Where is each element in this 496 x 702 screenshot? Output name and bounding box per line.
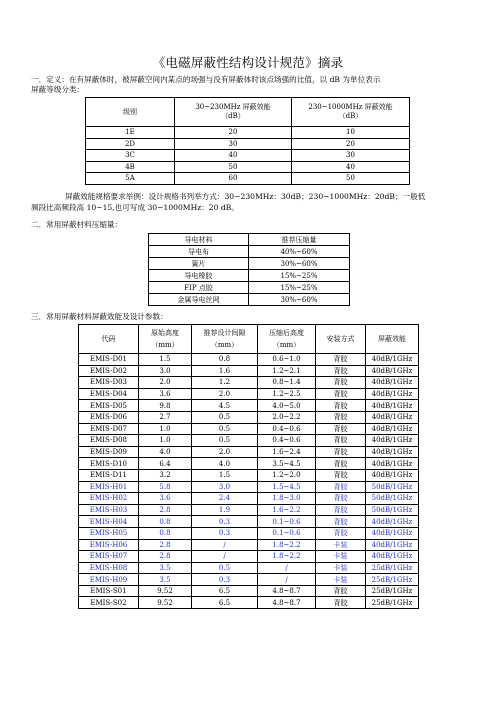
table-cell: 1.8~2.2 — [258, 539, 316, 551]
table-cell: 40dB/1GHz — [366, 527, 419, 539]
table-cell: 1.9 — [192, 504, 258, 516]
table-cell: 1.8~3.0 — [258, 493, 316, 505]
table-cell: 背胶 — [316, 400, 366, 412]
table-cell: 卡装 — [316, 539, 366, 551]
table-cell: 3.0 — [192, 481, 258, 493]
table-cell: 金属导电丝网 — [149, 294, 249, 306]
table-cell: 10 — [292, 127, 410, 139]
header-band-low-label: 30~230MHz 屏蔽效能 — [195, 103, 271, 111]
table-row — [79, 504, 419, 516]
table-cell: 40dB/1GHz — [366, 423, 419, 435]
table-cell: 2.0~2.2 — [258, 411, 316, 423]
table-row — [149, 258, 350, 270]
table-cell: EMIS-D02 — [79, 365, 139, 377]
table-cell: EMIS-D09 — [79, 446, 139, 458]
table-cell: 背胶 — [316, 377, 366, 389]
table-cell: 50dB/1GHz — [366, 481, 419, 493]
table-cell: EMIS-D11 — [79, 469, 139, 481]
table-cell: 0.3 — [192, 516, 258, 528]
header-text-line: 原始高度 — [151, 329, 179, 337]
table-cell: 0.8 — [139, 516, 192, 528]
table-row — [79, 423, 419, 435]
table-cell: EMIS-D05 — [79, 400, 139, 412]
table-cell: 20 — [175, 127, 292, 139]
page-title: 《电磁屏蔽性结构设计规范》摘录 — [152, 55, 344, 70]
table-cell: EMIS-D03 — [79, 377, 139, 389]
table-cell: 40dB/1GHz — [366, 411, 419, 423]
section-2-heading: 二．常用屏蔽材料压缩量： — [31, 220, 123, 229]
table-cell: 6.5 — [192, 597, 258, 609]
header-text-line: （mm） — [151, 341, 179, 349]
table-cell: 0.4~0.6 — [258, 435, 316, 447]
header-text-line: 推荐设计间隙 — [203, 329, 246, 337]
material-parameters-table — [78, 324, 419, 609]
table-cell: 40dB/1GHz — [366, 469, 419, 481]
table-cell: EMIS-D04 — [79, 388, 139, 400]
table-cell: 0.5 — [192, 423, 258, 435]
table-cell: EMIS-H02 — [79, 493, 139, 505]
header-material: 导电材料 — [149, 234, 249, 246]
table-cell: 背胶 — [316, 504, 366, 516]
table-cell: 1.2 — [192, 377, 258, 389]
definition-line-1: 一．定义：在有屏蔽体时，被屏蔽空间内某点的场强与没有屏蔽体时该点场强的比值，以 dB 为单位表示 — [31, 75, 381, 84]
table-cell: 背胶 — [316, 365, 366, 377]
table-cell: 30 — [292, 150, 410, 162]
table-cell: 3.0 — [139, 365, 192, 377]
table-cell: 40dB/1GHz — [366, 365, 419, 377]
header-text-line: （mm） — [210, 341, 239, 349]
table-cell: EMIS-H08 — [79, 562, 139, 574]
table-cell: 9.52 — [139, 585, 192, 597]
table-header-cell — [192, 325, 258, 354]
table-cell: 20 — [292, 138, 410, 150]
table-cell: 背胶 — [316, 597, 366, 609]
table-cell: 0.6~1.0 — [258, 354, 316, 366]
table-cell: 50 — [292, 173, 410, 185]
table-cell: EMIS-H07 — [79, 551, 139, 563]
table-cell: 50 — [175, 161, 292, 173]
table-row — [79, 365, 419, 377]
table-cell: 2.8 — [139, 504, 192, 516]
table-cell: 0.1~0.6 — [258, 516, 316, 528]
table-row — [149, 270, 350, 282]
table-cell: 5A — [86, 173, 175, 185]
table-cell: 背胶 — [316, 446, 366, 458]
table-row — [86, 161, 410, 173]
table-row — [86, 127, 410, 139]
table-cell: 背胶 — [316, 354, 366, 366]
table-cell: 6.4 — [139, 458, 192, 470]
table-cell: 40dB/1GHz — [366, 388, 419, 400]
table-cell: 卡装 — [316, 562, 366, 574]
table-cell: 背胶 — [316, 493, 366, 505]
table-cell: 30 — [175, 138, 292, 150]
table-row — [79, 469, 419, 481]
table-row — [79, 458, 419, 470]
table-cell: 1.5 — [139, 354, 192, 366]
table-cell: 背胶 — [316, 469, 366, 481]
table-cell: 1.8~2.2 — [258, 551, 316, 563]
definition-line-2: 屏蔽等级分类： — [31, 85, 85, 94]
table-cell: 40dB/1GHz — [366, 377, 419, 389]
header-text-line: 代码 — [101, 335, 116, 343]
header-text-line: （mm） — [272, 341, 301, 349]
table-cell: 40 — [175, 150, 292, 162]
table-cell: 0.4~0.6 — [258, 423, 316, 435]
table-header-row — [86, 98, 410, 127]
table-cell: EMIS-D10 — [79, 458, 139, 470]
table-cell: 导电布 — [149, 246, 249, 258]
table-cell: 1.2~2.5 — [258, 388, 316, 400]
table-cell: EMIS-D07 — [79, 423, 139, 435]
table-row — [79, 493, 419, 505]
table-cell: 1.5 — [192, 469, 258, 481]
table-cell: 40 — [292, 161, 410, 173]
table-cell: 9.52 — [139, 597, 192, 609]
table-row — [79, 574, 419, 586]
table-cell: FIP 点胶 — [149, 282, 249, 294]
table-cell: 背胶 — [316, 585, 366, 597]
table-cell: 5.8 — [139, 481, 192, 493]
table-row — [86, 173, 410, 185]
table-cell: 背胶 — [316, 435, 366, 447]
table-cell: / — [258, 574, 316, 586]
table-cell: EMIS-H01 — [79, 481, 139, 493]
note-line-1: 屏蔽效能规格要求举例：设计规格书列举方式：30~230MHz：30dB；230~1000MHz：20dB；一般低 — [65, 192, 426, 201]
table-cell: 3.5 — [139, 562, 192, 574]
table-cell: 背胶 — [316, 481, 366, 493]
table-cell: 40dB/1GHz — [366, 446, 419, 458]
table-cell: 25dB/1GHz — [366, 597, 419, 609]
table-row — [79, 527, 419, 539]
compression-table — [148, 233, 350, 306]
table-row — [79, 435, 419, 447]
table-cell: 1.2~2.1 — [258, 365, 316, 377]
table-cell: 4.8~8.7 — [258, 585, 316, 597]
table-cell: EMIS-S02 — [79, 597, 139, 609]
table-header-cell — [316, 325, 366, 354]
header-text-line: 屏蔽效能 — [378, 335, 406, 343]
header-band-low-unit: （dB） — [221, 112, 245, 120]
table-header-cell — [79, 325, 139, 354]
table-header-cell — [258, 325, 316, 354]
table-row — [79, 377, 419, 389]
table-cell: / — [192, 539, 258, 551]
table-row — [79, 400, 419, 412]
table-cell: 15%~25% — [249, 282, 350, 294]
header-text-line: 压缩后高度 — [269, 329, 304, 337]
table-cell: 30%~60% — [249, 294, 350, 306]
table-cell: 4.5 — [192, 400, 258, 412]
table-cell: 背胶 — [316, 527, 366, 539]
table-cell: 0.8~1.4 — [258, 377, 316, 389]
table-row — [86, 138, 410, 150]
table-cell: 25dB/1GHz — [366, 574, 419, 586]
table-cell: EMIS-D08 — [79, 435, 139, 447]
table-cell: 50dB/1GHz — [366, 493, 419, 505]
table-cell: EMIS-D01 — [79, 354, 139, 366]
table-cell: 卡装 — [316, 574, 366, 586]
table-cell: 3.6 — [139, 388, 192, 400]
table-cell: 3.5~4.5 — [258, 458, 316, 470]
table-cell: 1.6 — [192, 365, 258, 377]
table-row — [79, 551, 419, 563]
table-row — [79, 481, 419, 493]
table-cell: EMIS-H06 — [79, 539, 139, 551]
table-cell: 2.4 — [192, 493, 258, 505]
table-row — [149, 282, 350, 294]
table-row — [79, 446, 419, 458]
table-cell: 4.0 — [139, 446, 192, 458]
table-cell: 40dB/1GHz — [366, 354, 419, 366]
table-cell: 3.5 — [139, 574, 192, 586]
table-cell: 40%~60% — [249, 246, 350, 258]
table-row — [79, 597, 419, 609]
table-cell: 40dB/1GHz — [366, 435, 419, 447]
table-header-cell — [366, 325, 419, 354]
table-cell: 6.5 — [192, 585, 258, 597]
table-cell: 0.1~0.6 — [258, 527, 316, 539]
table-cell: 40dB/1GHz — [366, 400, 419, 412]
table-cell: 30%~60% — [249, 258, 350, 270]
table-cell: 40dB/1GHz — [366, 458, 419, 470]
table-cell: 3.6 — [139, 493, 192, 505]
table-cell: 4.0 — [192, 458, 258, 470]
table-cell: EMIS-H05 — [79, 527, 139, 539]
table-cell: 1.5~4.5 — [258, 481, 316, 493]
table-row — [79, 388, 419, 400]
table-header-cell — [139, 325, 192, 354]
table-cell: 0.5 — [192, 562, 258, 574]
table-cell: 40dB/1GHz — [366, 551, 419, 563]
table-row — [79, 411, 419, 423]
table-cell: 25dB/1GHz — [366, 585, 419, 597]
table-cell: 2.0 — [192, 446, 258, 458]
table-cell: 0.5 — [192, 411, 258, 423]
table-cell: 60 — [175, 173, 292, 185]
table-cell: 3.2 — [139, 469, 192, 481]
note-line-2: 频段比高频段高 10~15,也可写成 30~1000MHz：20 dB。 — [31, 203, 239, 212]
header-band-low — [175, 98, 292, 127]
table-cell: 4.8~8.7 — [258, 597, 316, 609]
table-cell: 2D — [86, 138, 175, 150]
header-band-high-unit: （dB） — [338, 112, 363, 120]
table-cell: 40dB/1GHz — [366, 516, 419, 528]
table-cell: EMIS-S01 — [79, 585, 139, 597]
table-row — [79, 516, 419, 528]
table-cell: 0.5 — [192, 435, 258, 447]
table-cell: 40dB/1GHz — [366, 539, 419, 551]
header-band-high — [292, 98, 410, 127]
table-cell: EMIS-D06 — [79, 411, 139, 423]
header-level: 级别 — [86, 98, 175, 127]
header-compression: 推荐压缩量 — [249, 234, 350, 246]
table-cell: 3C — [86, 150, 175, 162]
table-cell: 1E — [86, 127, 175, 139]
table-cell: 簧片 — [149, 258, 249, 270]
table-cell: 25dB/1GHz — [366, 562, 419, 574]
table-cell: 15%~25% — [249, 270, 350, 282]
table-cell: 2.8 — [139, 551, 192, 563]
table-cell: EMIS-H04 — [79, 516, 139, 528]
table-cell: 导电橡胶 — [149, 270, 249, 282]
table-row — [79, 354, 419, 366]
table-cell: 1.0 — [139, 435, 192, 447]
table-row — [79, 585, 419, 597]
table-row — [149, 294, 350, 306]
table-cell: 1.6~2.2 — [258, 504, 316, 516]
table-cell: / — [258, 562, 316, 574]
table-cell: 背胶 — [316, 388, 366, 400]
table-cell: 2.0 — [139, 377, 192, 389]
table-header-row — [149, 234, 350, 246]
table-cell: 卡装 — [316, 551, 366, 563]
table-cell: 1.6~2.4 — [258, 446, 316, 458]
table-cell: 1.2~2.0 — [258, 469, 316, 481]
table-cell: 背胶 — [316, 411, 366, 423]
table-cell: 背胶 — [316, 458, 366, 470]
table-cell: 2.8 — [139, 539, 192, 551]
section-3-heading: 三．常用屏蔽材料屏蔽效能及设计参数： — [31, 312, 168, 321]
table-cell: 0.8 — [139, 527, 192, 539]
table-cell: 4B — [86, 161, 175, 173]
table-cell: 9.8 — [139, 400, 192, 412]
table-row — [86, 150, 410, 162]
table-cell: 0.8 — [192, 354, 258, 366]
table-row — [79, 562, 419, 574]
table-cell: EMIS-H09 — [79, 574, 139, 586]
table-cell: 4.0~5.0 — [258, 400, 316, 412]
header-band-high-label: 230~1000MHz 屏蔽效能 — [308, 103, 393, 111]
header-text-line: 安装方式 — [326, 335, 355, 343]
shielding-level-table — [85, 97, 410, 185]
table-cell: 1.0 — [139, 423, 192, 435]
table-cell: 50dB/1GHz — [366, 504, 419, 516]
table-row — [149, 246, 350, 258]
table-cell: EMIS-H03 — [79, 504, 139, 516]
table-row — [79, 539, 419, 551]
table-cell: 0.3 — [192, 574, 258, 586]
table-cell: 背胶 — [316, 423, 366, 435]
table-cell: 2.0 — [192, 388, 258, 400]
table-cell: 0.3 — [192, 527, 258, 539]
table-cell: / — [192, 551, 258, 563]
table-cell: 背胶 — [316, 516, 366, 528]
table-cell: 2.7 — [139, 411, 192, 423]
table-header-row — [79, 325, 419, 354]
